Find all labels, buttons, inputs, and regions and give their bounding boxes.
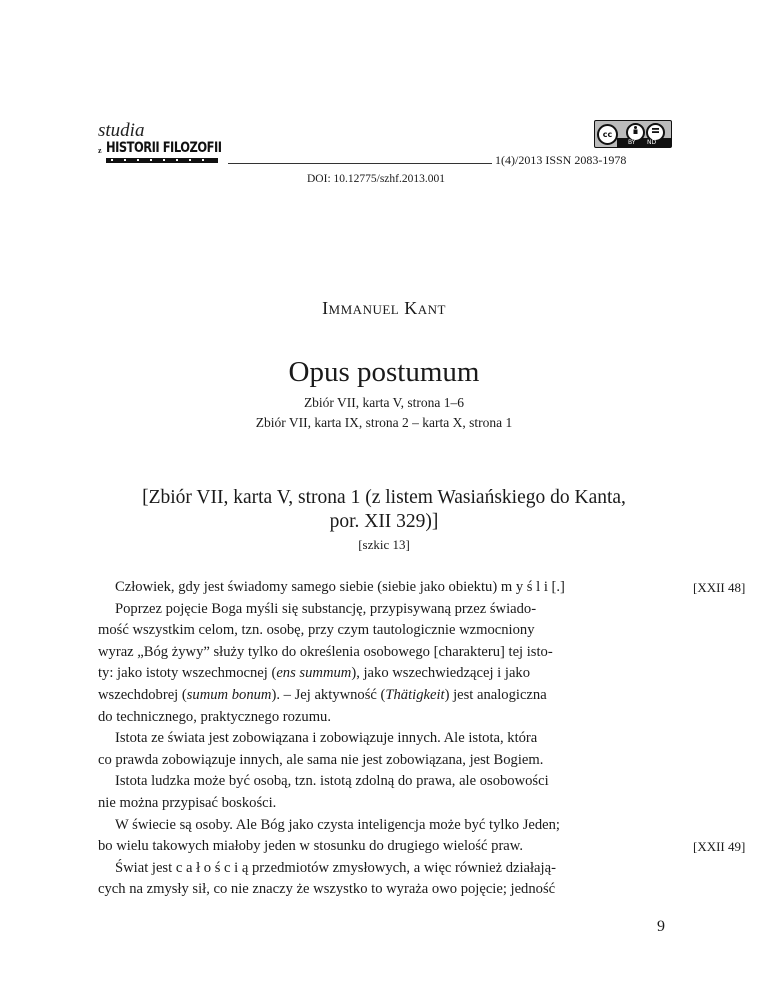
section-heading-line: por. XII 329)] <box>329 511 439 532</box>
logo-studia: studia <box>98 120 145 141</box>
cc-license-badge <box>594 120 672 148</box>
paragraph-line: bo wielu takowych miałoby jeden w stosunku do drugiego wielość praw. <box>98 838 524 855</box>
paragraph-line: Poprzez pojęcie Boga myśli się substancję, przypisywaną przez świado- <box>115 600 537 617</box>
subtitle-line: Zbiór VII, karta V, strona 1–6 <box>303 395 465 410</box>
paragraph-line: Człowiek, gdy jest świadomy samego siebie (siebie jako obiektu) m y ś l i [.] <box>115 579 565 595</box>
logo-dotted-bar <box>106 158 218 163</box>
logo-historii-filozofii: HISTORII FILOZOFII <box>106 140 222 156</box>
header-rule <box>228 163 492 164</box>
paragraph-line: co prawda zobowiązuje innych, ale sama nie jest zobowiązana, jest Bogiem. <box>98 751 544 768</box>
issue-issn: 1(4)/2013 ISSN 2083-1978 <box>495 153 627 167</box>
paragraph-line: ty: jako istoty wszechmocnej (ens summum), jako wszechwiedzącej i jako <box>98 665 531 682</box>
cc-icon: cc <box>597 124 618 145</box>
margin-reference: [XXII 48] <box>693 580 746 595</box>
paragraph-line: wyraz „Bóg żywy” służy tylko do określenia osobowego [charakteru] tej isto- <box>98 643 553 660</box>
section-heading <box>0 486 768 534</box>
body-text <box>98 577 672 901</box>
margin-reference: [XXII 49] <box>693 839 746 854</box>
paragraph-line: cych na zmysły sił, co nie znaczy że wszystko to wyraża owo pojęcie; jedność <box>98 881 556 898</box>
paragraph-line: do technicznego, praktycznego rozumu. <box>98 708 332 725</box>
paragraph-line: wszechdobrej (sumum bonum). – Jej aktywność (Thätigkeit) jest analogiczna <box>98 686 547 703</box>
paragraph-line: W świecie są osoby. Ale Bóg jako czysta inteligencja może być tylko Jeden; <box>115 816 560 833</box>
cc-nd-label: ND <box>647 139 657 146</box>
article-title: Opus postumum <box>288 356 480 388</box>
page-number: 9 <box>657 918 665 935</box>
sketch-label: [szkic 13] <box>358 537 410 552</box>
logo-z: z <box>98 146 102 155</box>
doi-text: DOI: 10.12775/szhf.2013.001 <box>307 173 445 185</box>
article-subtitle <box>0 393 768 433</box>
journal-logo <box>98 120 228 172</box>
paragraph-line: nie można przypisać boskości. <box>98 794 277 811</box>
paragraph-line: Istota ludzka może być osobą, tzn. istotą zdolną do prawa, ale osobowości <box>115 773 549 790</box>
paragraph-line: mość wszystkim celom, tzn. osobę, przy czym tautologicznie wzmocniony <box>98 622 535 639</box>
author-name: Immanuel Kant <box>322 298 446 318</box>
paragraph-line: Istota ze świata jest zobowiązana i zobowiązuje innych. Ale istota, która <box>115 730 538 747</box>
doi-line <box>0 173 768 185</box>
paragraph-line: Świat jest c a ł o ś c i ą przedmiotów zmysłowych, a więc również działają- <box>115 859 556 876</box>
subtitle-line: Zbiór VII, karta IX, strona 2 – karta X, strona 1 <box>255 415 513 430</box>
section-heading-line: [Zbiór VII, karta V, strona 1 (z listem Wasiańskiego do Kanta, <box>142 487 626 508</box>
cc-by-label: BY <box>628 139 636 146</box>
